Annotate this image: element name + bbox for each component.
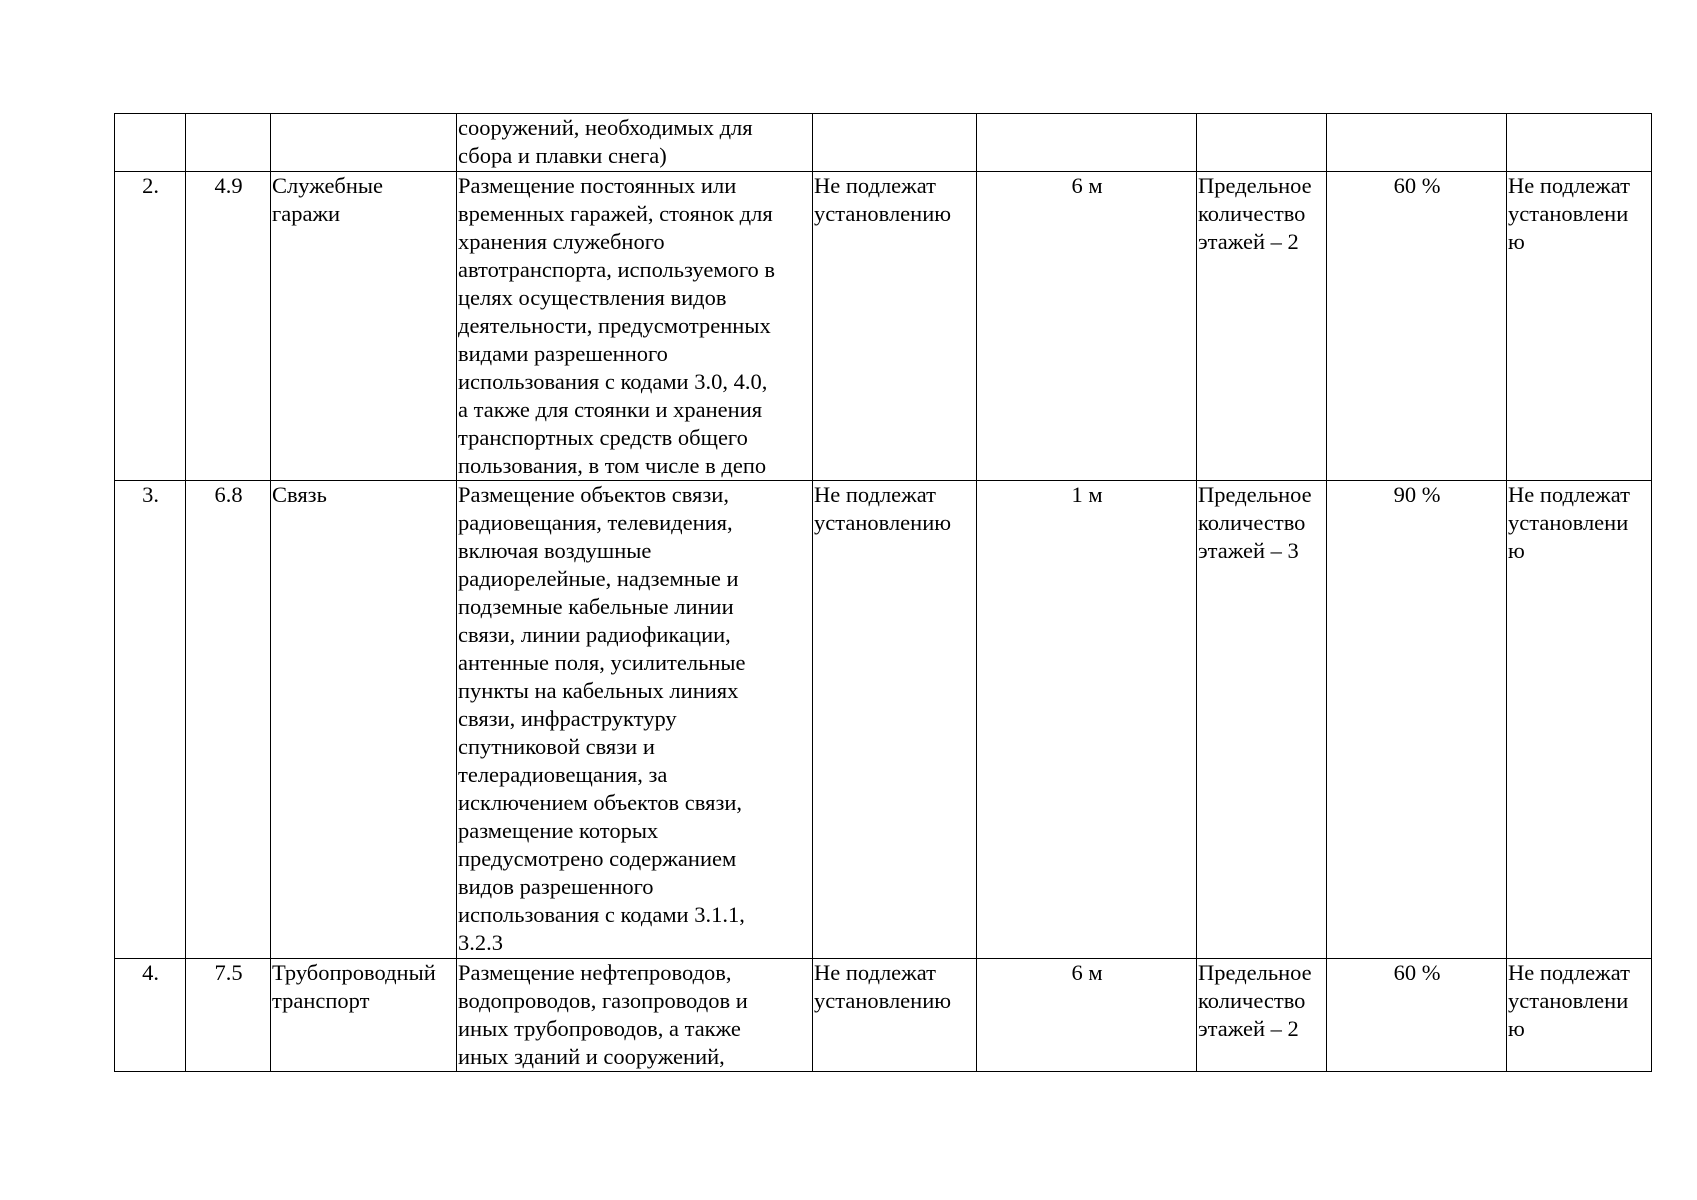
description-line: видов разрешенного bbox=[458, 874, 654, 899]
col5-line: установлению bbox=[814, 988, 952, 1013]
description-line: телерадиовещания, за bbox=[458, 762, 668, 787]
description-line: пользования, в том числе в депо bbox=[458, 453, 767, 478]
col9-line: установлени bbox=[1508, 510, 1629, 535]
description-line: хранения служебного bbox=[458, 229, 665, 254]
name-line: Служебные bbox=[272, 173, 384, 198]
col5-cell bbox=[813, 481, 977, 959]
col6-cell bbox=[977, 114, 1197, 172]
code-cell bbox=[186, 114, 271, 172]
col7-line: количество bbox=[1198, 510, 1306, 535]
col8-cell: 60 % bbox=[1327, 959, 1507, 1072]
description-line: временных гаражей, стоянок для bbox=[458, 201, 773, 226]
description-line: связи, линии радиофикации, bbox=[458, 622, 731, 647]
col7-line: количество bbox=[1198, 988, 1306, 1013]
code-cell: 6.8 bbox=[186, 481, 271, 959]
col7-line: этажей – 2 bbox=[1198, 1016, 1299, 1041]
col9-line: ю bbox=[1508, 229, 1525, 254]
description-line: использования с кодами 3.1.1, bbox=[458, 902, 745, 927]
col7-line: этажей – 2 bbox=[1198, 229, 1299, 254]
table-row bbox=[115, 959, 1652, 1072]
col7-line: Предельное bbox=[1198, 482, 1312, 507]
name-cell bbox=[271, 114, 457, 172]
col7-line: количество bbox=[1198, 201, 1306, 226]
col9-cell bbox=[1507, 172, 1652, 481]
name-line: транспорт bbox=[272, 988, 370, 1013]
description-line: 3.2.3 bbox=[458, 930, 503, 955]
col6-cell: 6 м bbox=[977, 959, 1197, 1072]
description-line: водопроводов, газопроводов и bbox=[458, 988, 748, 1013]
col7-cell bbox=[1197, 114, 1327, 172]
zoning-table bbox=[114, 113, 1652, 1072]
col7-line: этажей – 3 bbox=[1198, 538, 1299, 563]
description-line: сбора и плавки снега) bbox=[458, 143, 667, 168]
description-line: использования с кодами 3.0, 4.0, bbox=[458, 369, 768, 394]
col9-line: ю bbox=[1508, 538, 1525, 563]
row-number-cell bbox=[115, 114, 186, 172]
col8-cell: 90 % bbox=[1327, 481, 1507, 959]
col5-cell bbox=[813, 114, 977, 172]
col5-line: Не подлежат bbox=[814, 173, 936, 198]
description-cell bbox=[457, 114, 813, 172]
col9-line: ю bbox=[1508, 1016, 1525, 1041]
col7-cell bbox=[1197, 959, 1327, 1072]
code-cell: 4.9 bbox=[186, 172, 271, 481]
description-line: подземные кабельные линии bbox=[458, 594, 734, 619]
description-line: включая воздушные bbox=[458, 538, 652, 563]
description-cell bbox=[457, 959, 813, 1072]
col9-cell bbox=[1507, 959, 1652, 1072]
code-cell: 7.5 bbox=[186, 959, 271, 1072]
col9-cell bbox=[1507, 114, 1652, 172]
col7-line: Предельное bbox=[1198, 960, 1312, 985]
col6-cell: 1 м bbox=[977, 481, 1197, 959]
col9-cell bbox=[1507, 481, 1652, 959]
description-line: иных зданий и сооружений, bbox=[458, 1044, 725, 1069]
description-line: деятельности, предусмотренных bbox=[458, 313, 771, 338]
description-line: исключением объектов связи, bbox=[458, 790, 743, 815]
description-line: целях осуществления видов bbox=[458, 285, 727, 310]
description-line: Размещение нефтепроводов, bbox=[458, 960, 732, 985]
col9-line: Не подлежат bbox=[1508, 960, 1630, 985]
col5-line: установлению bbox=[814, 201, 952, 226]
table-row bbox=[115, 481, 1652, 959]
description-line: сооружений, необходимых для bbox=[458, 115, 753, 140]
description-line: а также для стоянки и хранения bbox=[458, 397, 763, 422]
col7-cell bbox=[1197, 481, 1327, 959]
description-line: транспортных средств общего bbox=[458, 425, 748, 450]
description-line: радиовещания, телевидения, bbox=[458, 510, 733, 535]
description-line: предусмотрено содержанием bbox=[458, 846, 737, 871]
col5-cell bbox=[813, 172, 977, 481]
description-cell bbox=[457, 172, 813, 481]
description-line: размещение которых bbox=[458, 818, 659, 843]
row-number-cell: 3. bbox=[115, 481, 186, 959]
description-line: антенные поля, усилительные bbox=[458, 650, 746, 675]
description-line: пункты на кабельных линиях bbox=[458, 678, 739, 703]
description-cell bbox=[457, 481, 813, 959]
description-line: видами разрешенного bbox=[458, 341, 668, 366]
col9-line: установлени bbox=[1508, 988, 1629, 1013]
description-line: спутниковой связи и bbox=[458, 734, 655, 759]
col5-cell bbox=[813, 959, 977, 1072]
table-row bbox=[115, 114, 1652, 172]
description-line: радиорелейные, надземные и bbox=[458, 566, 739, 591]
description-line: Размещение объектов связи, bbox=[458, 482, 729, 507]
name-cell bbox=[271, 959, 457, 1072]
col8-cell: 60 % bbox=[1327, 172, 1507, 481]
description-line: автотранспорта, используемого в bbox=[458, 257, 776, 282]
name-cell bbox=[271, 172, 457, 481]
name-line: Связь bbox=[272, 482, 327, 507]
col7-cell bbox=[1197, 172, 1327, 481]
description-line: Размещение постоянных или bbox=[458, 173, 737, 198]
col5-line: Не подлежат bbox=[814, 960, 936, 985]
col5-line: Не подлежат bbox=[814, 482, 936, 507]
row-number-cell: 4. bbox=[115, 959, 186, 1072]
col9-line: Не подлежат bbox=[1508, 482, 1630, 507]
row-number-cell: 2. bbox=[115, 172, 186, 481]
col8-cell bbox=[1327, 114, 1507, 172]
table-row bbox=[115, 172, 1652, 481]
col6-cell: 6 м bbox=[977, 172, 1197, 481]
name-line: гаражи bbox=[272, 201, 341, 226]
name-line: Трубопроводный bbox=[272, 960, 436, 985]
col5-line: установлению bbox=[814, 510, 952, 535]
description-line: иных трубопроводов, а также bbox=[458, 1016, 741, 1041]
name-cell bbox=[271, 481, 457, 959]
description-line: связи, инфраструктуру bbox=[458, 706, 677, 731]
col7-line: Предельное bbox=[1198, 173, 1312, 198]
col9-line: установлени bbox=[1508, 201, 1629, 226]
col9-line: Не подлежат bbox=[1508, 173, 1630, 198]
